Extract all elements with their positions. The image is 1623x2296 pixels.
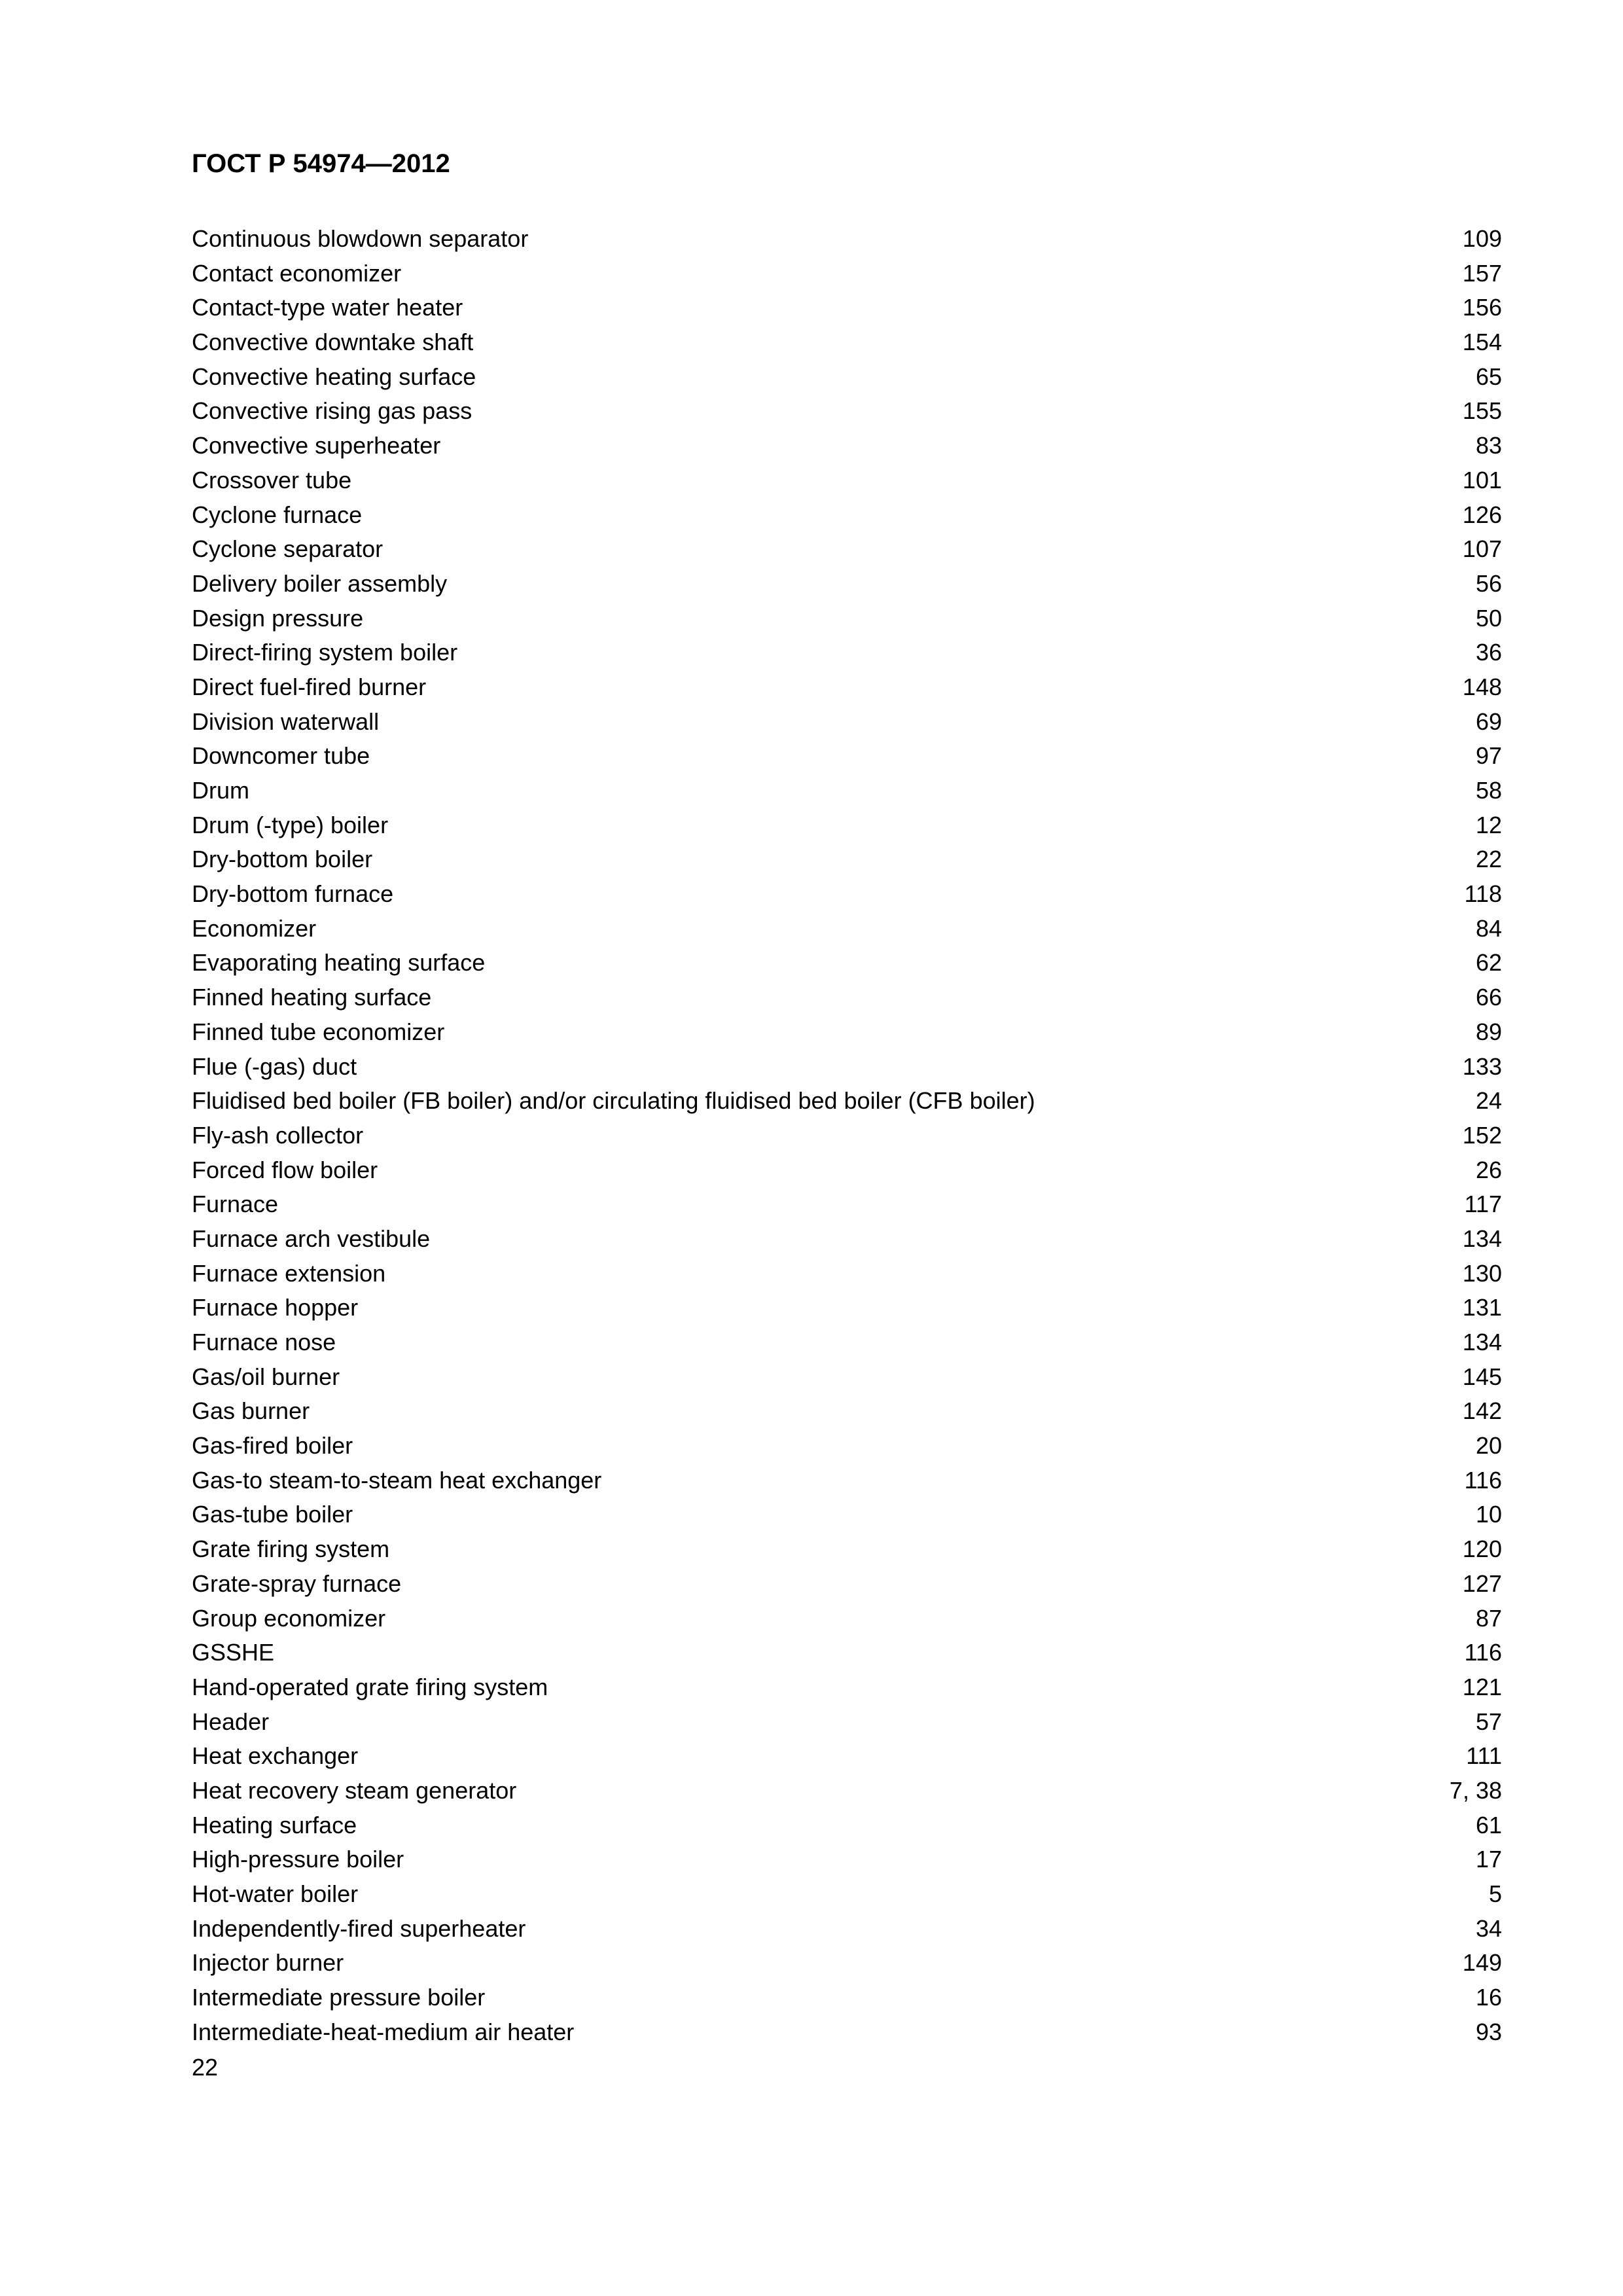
entry-term: Continuous blowdown separator	[192, 225, 529, 252]
entry-reference-number: 152	[1462, 1121, 1502, 1149]
entry-term: Cyclone separator	[192, 535, 383, 563]
entry-reference-number: 155	[1462, 397, 1502, 425]
index-entry	[192, 429, 1502, 463]
entry-term: Grate-spray furnace	[192, 1570, 402, 1597]
entry-term: Dry-bottom furnace	[192, 880, 394, 908]
entry-term: Group economizer	[192, 1604, 386, 1632]
index-entry	[192, 1429, 1502, 1463]
index-entry	[192, 1050, 1502, 1085]
entry-reference-number: 148	[1462, 673, 1502, 700]
index-entry	[192, 1463, 1502, 1498]
entry-term: High-pressure boiler	[192, 1846, 404, 1873]
entry-reference-number: 97	[1475, 742, 1502, 770]
entry-term: Delivery boiler assembly	[192, 569, 448, 597]
entry-term: Convective superheater	[192, 432, 441, 459]
page-number: 22	[192, 2054, 219, 2081]
entry-reference-number: 89	[1475, 1018, 1502, 1045]
index-entry	[192, 1532, 1502, 1567]
entry-term: Heat exchanger	[192, 1742, 359, 1770]
entry-reference-number: 121	[1462, 1673, 1502, 1700]
index-entry	[192, 1567, 1502, 1602]
entry-reference-number: 154	[1462, 329, 1502, 356]
entry-term: Fly-ash collector	[192, 1121, 364, 1149]
entry-term: Economizer	[192, 914, 317, 942]
index-entry	[192, 567, 1502, 601]
entry-term: Finned heating surface	[192, 984, 432, 1011]
index-entry	[192, 1187, 1502, 1222]
index-entry	[192, 877, 1502, 912]
entry-term: Intermediate-heat-medium air heater	[192, 2018, 575, 2045]
index-entry	[192, 808, 1502, 843]
entry-reference-number: 116	[1464, 1466, 1502, 1494]
index-entry	[192, 670, 1502, 705]
index-entry	[192, 1877, 1502, 1912]
entry-reference-number: 83	[1475, 432, 1502, 459]
entry-term: Design pressure	[192, 604, 364, 632]
entry-reference-number: 10	[1475, 1501, 1502, 1528]
index-entry	[192, 1636, 1502, 1670]
entry-term: Forced flow boiler	[192, 1156, 378, 1183]
entry-term: Hand-operated grate firing system	[192, 1673, 548, 1700]
entry-term: Heating surface	[192, 1811, 357, 1839]
entry-reference-number: 116	[1464, 1639, 1502, 1666]
entry-term: Contact-type water heater	[192, 294, 463, 321]
entry-term: GSSHE	[192, 1639, 275, 1666]
index-entry	[192, 1808, 1502, 1843]
entry-term: Furnace arch vestibule	[192, 1225, 431, 1252]
index-entry	[192, 1705, 1502, 1740]
entry-term: Direct-firing system boiler	[192, 639, 458, 666]
entry-term: Furnace	[192, 1191, 279, 1218]
entry-term: Header	[192, 1708, 270, 1735]
entry-term: Dry-bottom boiler	[192, 846, 373, 873]
entry-term: Furnace extension	[192, 1259, 386, 1287]
entry-term: Heat recovery steam generator	[192, 1776, 517, 1804]
term-index-list	[192, 222, 1502, 2049]
index-entry	[192, 532, 1502, 567]
entry-reference-number: 134	[1462, 1329, 1502, 1355]
index-entry	[192, 222, 1502, 257]
entry-reference-number: 134	[1462, 1225, 1502, 1252]
entry-reference-number: 118	[1464, 880, 1502, 908]
index-entry	[192, 1602, 1502, 1636]
entry-reference-number: 36	[1475, 639, 1502, 666]
index-entry	[192, 1394, 1502, 1429]
index-entry	[192, 1498, 1502, 1532]
index-entry	[192, 1222, 1502, 1257]
index-entry	[192, 257, 1502, 291]
entry-reference-number: 65	[1475, 363, 1502, 390]
index-entry	[192, 325, 1502, 360]
entry-term: Crossover tube	[192, 466, 352, 493]
entry-term: Gas-tube boiler	[192, 1501, 353, 1528]
entry-reference-number: 56	[1475, 569, 1502, 597]
index-entry	[192, 1257, 1502, 1291]
entry-reference-number: 120	[1462, 1535, 1502, 1563]
entry-reference-number: 87	[1475, 1604, 1502, 1632]
entry-reference-number: 107	[1462, 535, 1502, 563]
index-entry	[192, 1084, 1502, 1119]
entry-reference-number: 157	[1462, 259, 1502, 287]
entry-reference-number: 156	[1462, 294, 1502, 321]
entry-term: Division waterwall	[192, 708, 380, 735]
entry-reference-number: 50	[1475, 604, 1502, 632]
index-entry	[192, 1670, 1502, 1705]
entry-term: Flue (-gas) duct	[192, 1052, 357, 1080]
entry-term: Gas-to steam-to-steam heat exchanger	[192, 1466, 602, 1494]
entry-reference-number: 111	[1466, 1742, 1502, 1770]
index-entry	[192, 1119, 1502, 1153]
entry-term: Independently-fired superheater	[192, 1914, 526, 1942]
entry-reference-number: 58	[1475, 777, 1502, 804]
entry-term: Furnace hopper	[192, 1294, 359, 1321]
index-entry	[192, 1912, 1502, 1946]
entry-reference-number: 66	[1475, 984, 1502, 1011]
index-entry	[192, 705, 1502, 740]
entry-term: Furnace nose	[192, 1329, 336, 1355]
entry-reference-number: 61	[1475, 1811, 1502, 1839]
index-entry	[192, 360, 1502, 395]
entry-reference-number: 142	[1462, 1397, 1502, 1425]
entry-term: Contact economizer	[192, 259, 402, 287]
index-entry	[192, 636, 1502, 670]
index-entry	[192, 1153, 1502, 1188]
entry-term: Gas-fired boiler	[192, 1432, 353, 1460]
entry-reference-number: 126	[1462, 501, 1502, 528]
entry-term: Convective downtake shaft	[192, 329, 474, 356]
entry-reference-number: 17	[1475, 1846, 1502, 1873]
entry-reference-number: 84	[1475, 914, 1502, 942]
index-entry	[192, 463, 1502, 498]
index-entry	[192, 842, 1502, 877]
entry-reference-number: 20	[1475, 1432, 1502, 1460]
index-entry	[192, 1946, 1502, 1981]
index-entry	[192, 498, 1502, 533]
entry-term: Gas burner	[192, 1397, 310, 1425]
entry-reference-number: 131	[1462, 1294, 1502, 1321]
entry-reference-number: 109	[1462, 225, 1502, 252]
entry-term: Drum (-type) boiler	[192, 811, 389, 838]
entry-reference-number: 22	[1475, 846, 1502, 873]
entry-term: Hot-water boiler	[192, 1880, 359, 1907]
entry-reference-number: 93	[1475, 2018, 1502, 2045]
entry-reference-number: 24	[1475, 1087, 1502, 1115]
index-entry	[192, 774, 1502, 808]
entry-term: Injector burner	[192, 1949, 344, 1977]
entry-term: Drum	[192, 777, 249, 804]
index-entry	[192, 291, 1502, 325]
entry-reference-number: 12	[1475, 811, 1502, 838]
entry-term: Fluidised bed boiler (FB boiler) and/or circulating fluidised bed boiler (CFB boiler)	[192, 1087, 1035, 1115]
entry-term: Downcomer tube	[192, 742, 370, 770]
index-entry	[192, 2015, 1502, 2050]
index-entry	[192, 946, 1502, 980]
entry-reference-number: 16	[1475, 1984, 1502, 2011]
entry-term: Convective heating surface	[192, 363, 476, 390]
entry-reference-number: 117	[1464, 1191, 1502, 1218]
entry-reference-number: 133	[1462, 1052, 1502, 1080]
index-entry	[192, 980, 1502, 1015]
index-entry	[192, 394, 1502, 429]
entry-term: Intermediate pressure boiler	[192, 1984, 486, 2011]
entry-reference-number: 145	[1462, 1363, 1502, 1390]
index-entry	[192, 912, 1502, 946]
index-entry	[192, 1981, 1502, 2015]
index-entry	[192, 739, 1502, 774]
entry-term: Finned tube economizer	[192, 1018, 445, 1045]
entry-term: Direct fuel-fired burner	[192, 673, 427, 700]
entry-term: Cyclone furnace	[192, 501, 363, 528]
standard-title: ГОСТ Р 54974—2012	[192, 149, 450, 178]
index-entry	[192, 1325, 1502, 1360]
index-entry	[192, 1015, 1502, 1050]
entry-reference-number: 57	[1475, 1708, 1502, 1735]
entry-term: Gas/oil burner	[192, 1363, 340, 1390]
entry-reference-number: 26	[1475, 1156, 1502, 1183]
index-entry	[192, 1739, 1502, 1774]
index-entry	[192, 1360, 1502, 1395]
index-entry	[192, 601, 1502, 636]
entry-term: Grate firing system	[192, 1535, 390, 1563]
entry-reference-number: 34	[1475, 1914, 1502, 1942]
entry-reference-number: 149	[1462, 1949, 1502, 1977]
index-entry	[192, 1291, 1502, 1325]
entry-reference-number: 130	[1462, 1259, 1502, 1287]
entry-reference-number: 62	[1475, 949, 1502, 977]
index-entry	[192, 1842, 1502, 1877]
entry-term: Convective rising gas pass	[192, 397, 473, 425]
entry-reference-number: 69	[1475, 708, 1502, 735]
entry-reference-number: 5	[1488, 1880, 1502, 1907]
entry-term: Evaporating heating surface	[192, 949, 486, 977]
entry-reference-number: 127	[1462, 1570, 1502, 1597]
index-entry	[192, 1774, 1502, 1808]
entry-reference-number: 7, 38	[1449, 1776, 1502, 1804]
entry-reference-number: 101	[1462, 466, 1502, 493]
